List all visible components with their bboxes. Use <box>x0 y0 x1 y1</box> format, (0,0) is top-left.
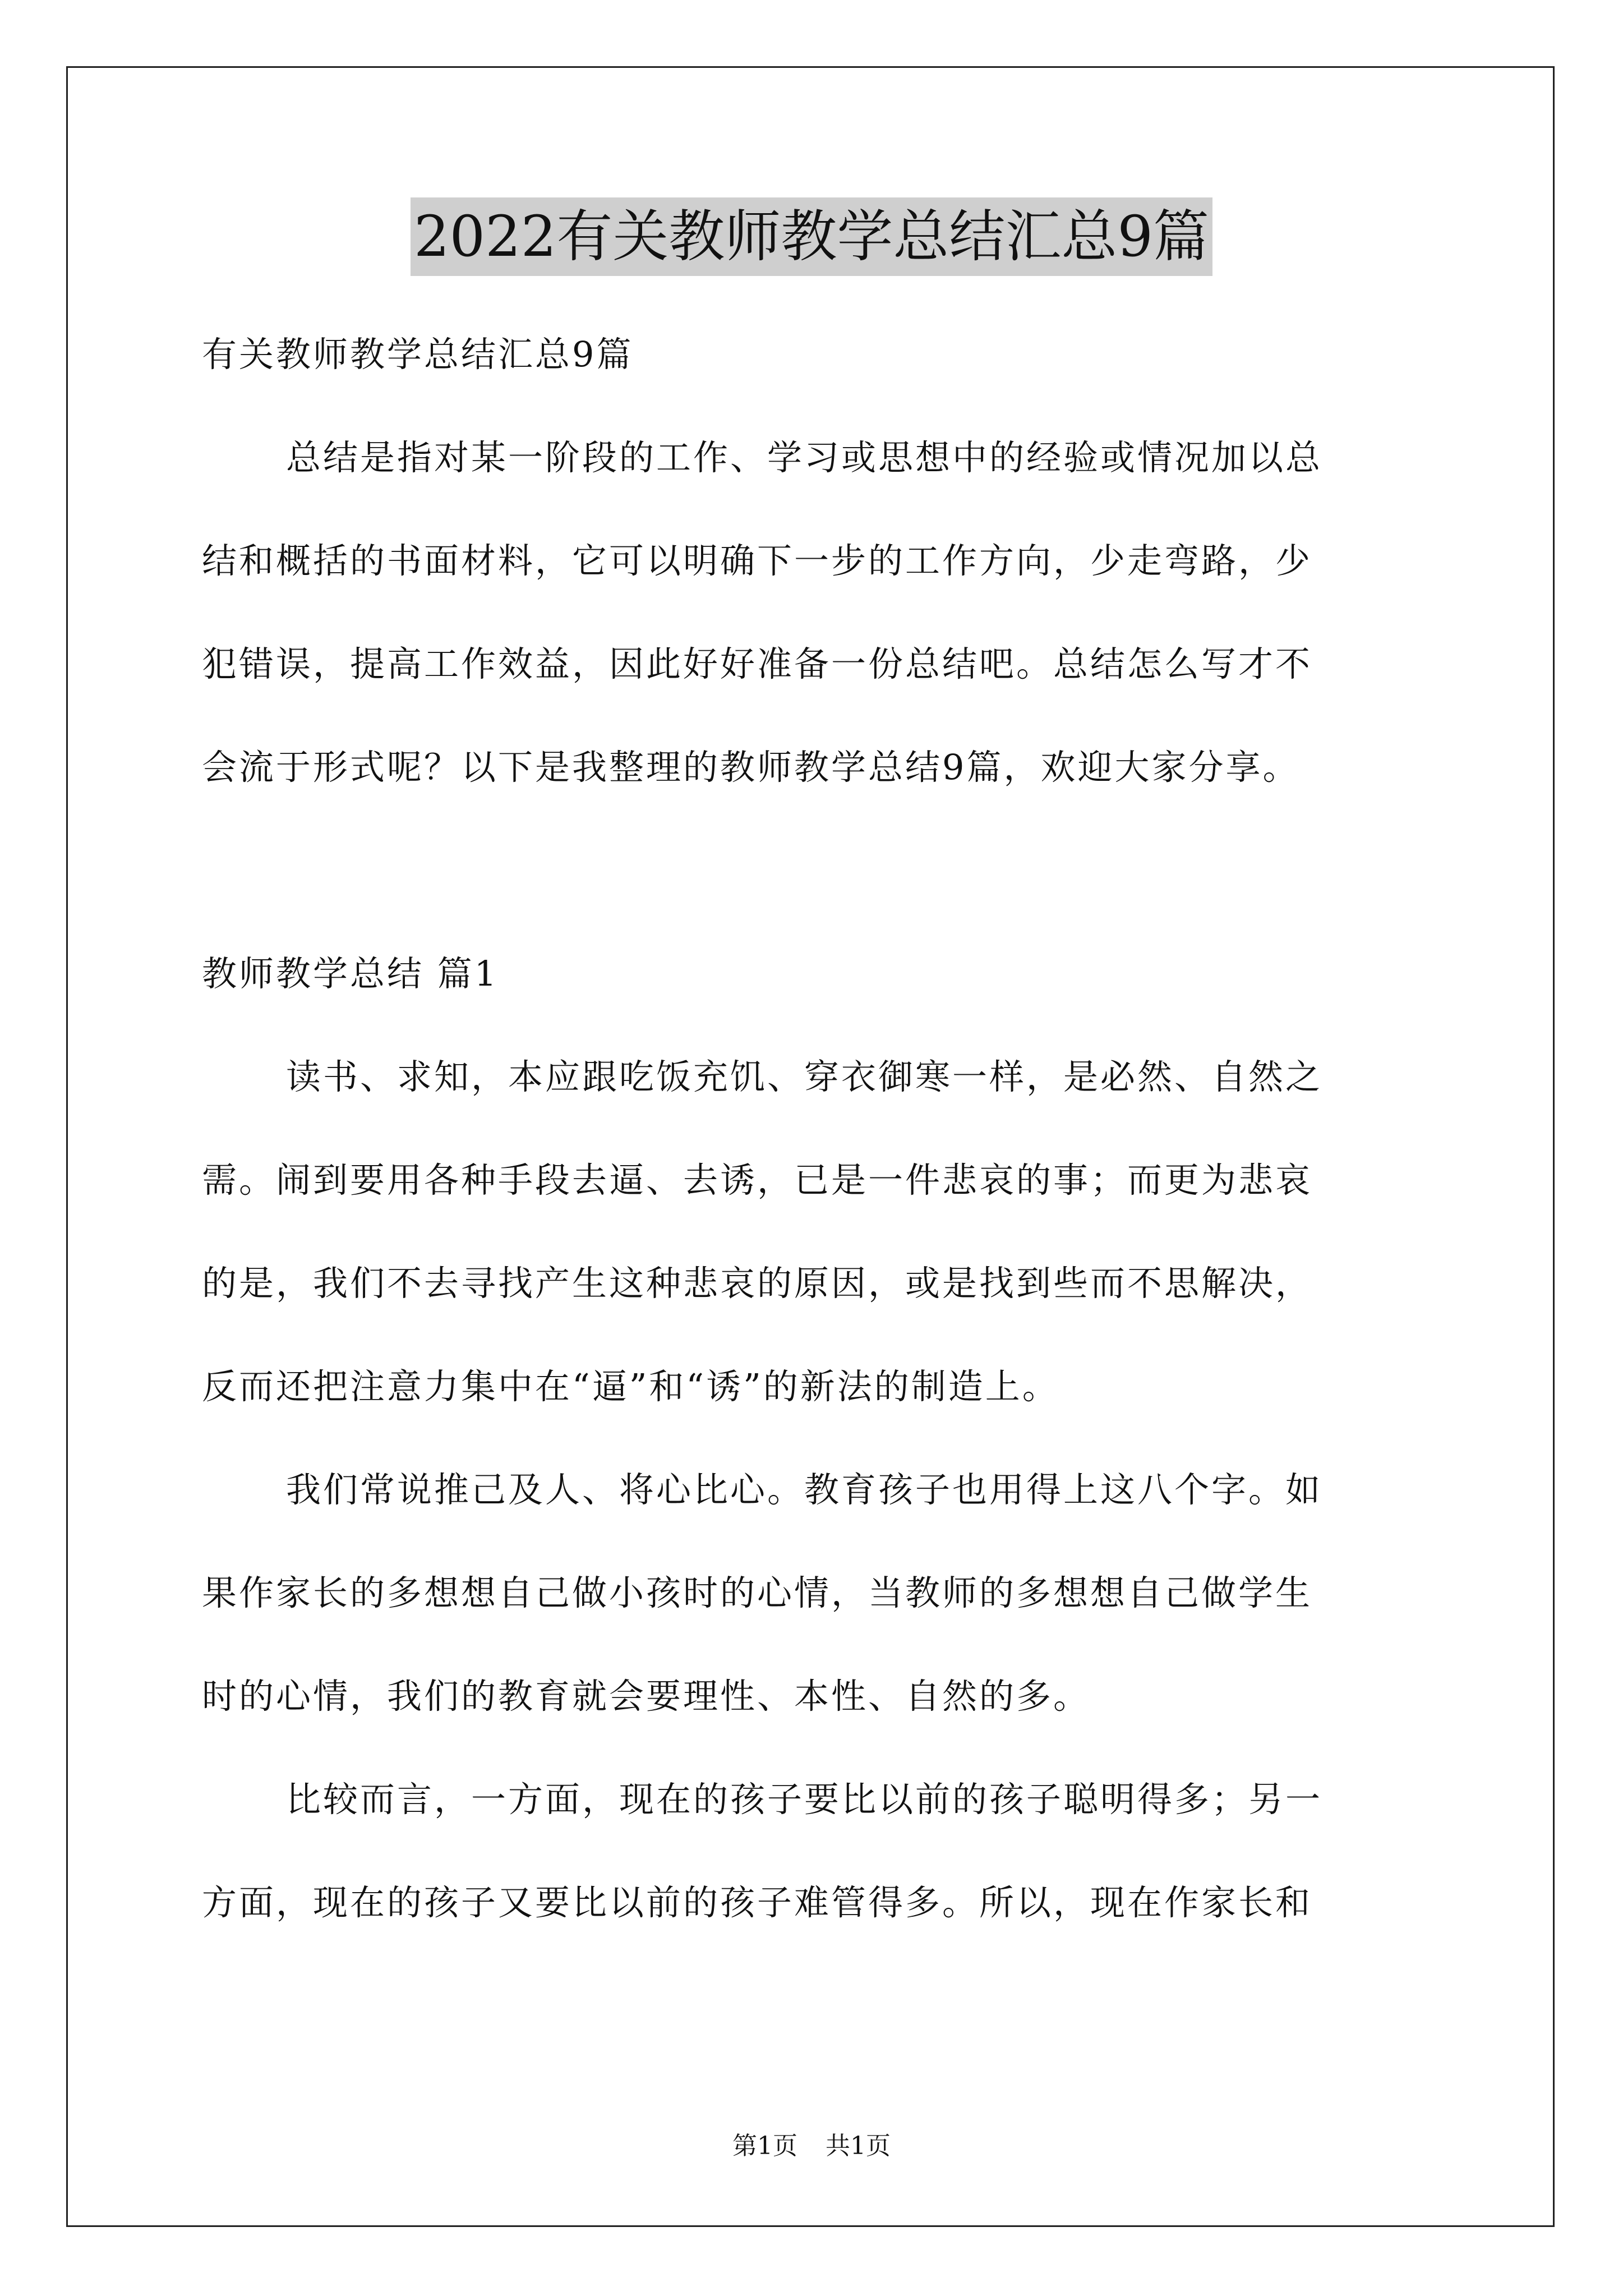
paragraph-line: 需。闹到要用各种手段去逼、去诱，已是一件悲哀的事；而更为悲哀 <box>202 1159 1313 1200</box>
paragraph-line: 果作家长的多想想自己做小孩时的心情，当教师的多想想自己做学生 <box>202 1572 1313 1613</box>
intro-line: 结和概括的书面材料，它可以明确下一步的工作方向，少走弯路，少 <box>202 540 1313 581</box>
document-title: 2022有关教师教学总结汇总9篇 <box>411 197 1212 276</box>
section-heading: 教师教学总结 篇1 <box>202 953 499 994</box>
paragraph-line: 反而还把注意力集中在“逼”和“诱”的新法的制造上。 <box>202 1366 1059 1407</box>
paragraph-line: 比较而言，一方面，现在的孩子要比以前的孩子聪明得多；另一 <box>286 1779 1323 1820</box>
page-number-total: 共1页 <box>826 2132 891 2160</box>
page-footer <box>0 2129 1623 2163</box>
document-body <box>202 303 1430 1954</box>
intro-line: 总结是指对某一阶段的工作、学习或思想中的经验或情况加以总 <box>286 437 1323 478</box>
paragraph-line: 我们常说推己及人、将心比心。教育孩子也用得上这八个字。如 <box>286 1469 1323 1510</box>
intro-line: 犯错误，提高工作效益，因此好好准备一份总结吧。总结怎么写才不 <box>202 643 1313 684</box>
paragraph-line: 读书、求知，本应跟吃饭充饥、穿衣御寒一样，是必然、自然之 <box>286 1056 1323 1097</box>
paragraph-line: 方面，现在的孩子又要比以前的孩子难管得多。所以，现在作家长和 <box>202 1882 1313 1923</box>
document-subtitle: 有关教师教学总结汇总9篇 <box>202 334 634 375</box>
intro-line: 会流于形式呢？以下是我整理的教师教学总结9篇，欢迎大家分享。 <box>202 747 1300 788</box>
page-number-current: 第1页 <box>732 2132 797 2160</box>
section-gap <box>202 819 1430 922</box>
paragraph-line: 时的心情，我们的教育就会要理性、本性、自然的多。 <box>202 1676 1091 1717</box>
paragraph-line: 的是，我们不去寻找产生这种悲哀的原因，或是找到些而不思解决， <box>202 1263 1313 1304</box>
title-container <box>0 197 1623 276</box>
